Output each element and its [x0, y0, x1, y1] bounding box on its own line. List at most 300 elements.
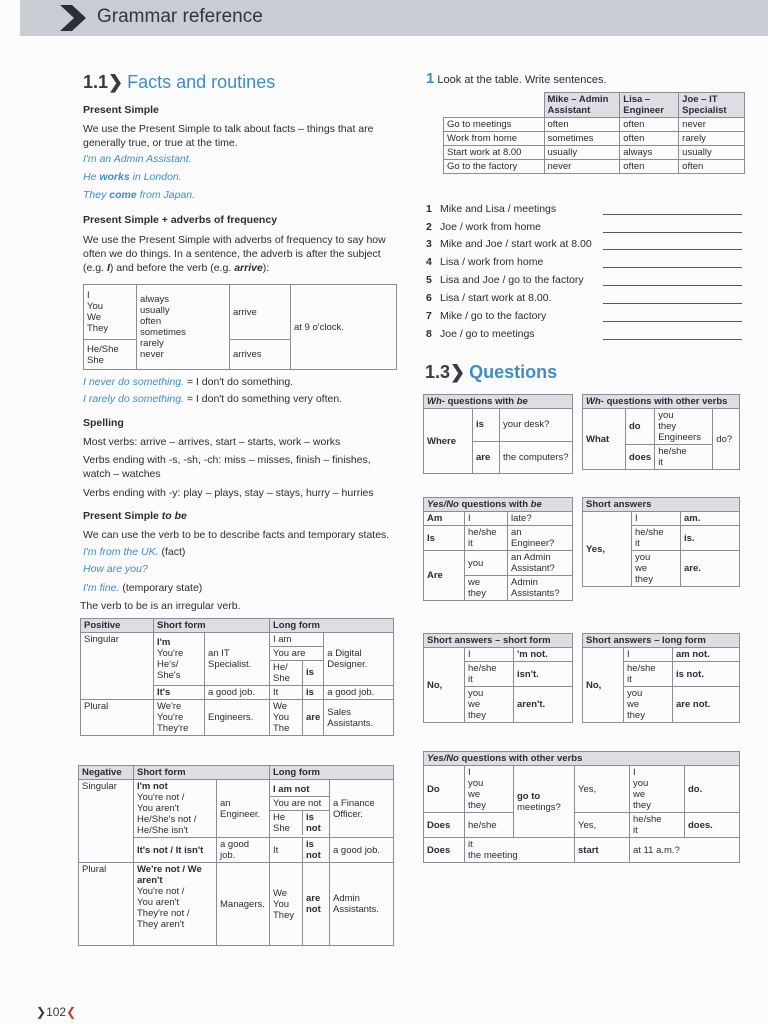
- verb-cell: is not.: [673, 662, 740, 687]
- cell-line: we: [627, 699, 640, 710]
- exercise-item: [426, 220, 541, 234]
- cell-line: is not: [306, 811, 321, 834]
- exercise-item: [426, 202, 556, 216]
- example-part: in London.: [129, 171, 182, 183]
- verb-cell: are: [473, 441, 500, 474]
- complement-cell: a good job.: [217, 838, 270, 863]
- cell-line: it: [468, 538, 473, 549]
- complement-cell: your desk?: [500, 409, 573, 442]
- table-row: [444, 118, 745, 132]
- item-number: 8: [426, 328, 432, 340]
- adverbs-text: [83, 233, 393, 275]
- long-cell: It: [270, 686, 303, 700]
- verb-cell: am.: [681, 512, 740, 526]
- table-header: [424, 498, 573, 512]
- section-title: Questions: [469, 362, 558, 382]
- exercise-item: [426, 309, 546, 323]
- frequency-cell: often: [544, 118, 620, 132]
- page-header: [0, 0, 768, 40]
- cell-line: he/she: [633, 814, 662, 825]
- present-simple-text: We use the Present Simple to talk about facts – things that are generally true, or true at the time.: [83, 123, 374, 149]
- item-prompt: Joe / work from home: [440, 221, 541, 233]
- answer-line[interactable]: [603, 321, 742, 322]
- answer-line[interactable]: [603, 214, 742, 215]
- adverb: sometimes: [140, 327, 186, 338]
- long-cell: are not: [303, 863, 330, 946]
- short-cell: [134, 863, 217, 946]
- cell-line: We: [273, 701, 288, 712]
- example-part: I'm fine.: [83, 582, 120, 594]
- text-part: We use the Present Simple with adverbs of frequency to say how often we do things. In a sentence, the adverb is after the subject (e.g.: [83, 234, 386, 274]
- yes-no-be-table: [423, 497, 573, 601]
- table-row: [444, 160, 745, 174]
- cell-line: You: [273, 712, 290, 723]
- example-part: I'm from the UK.: [83, 546, 159, 558]
- cell-line: The: [273, 723, 290, 734]
- example-part: I rarely do something.: [83, 393, 184, 405]
- subject-cell: [465, 687, 514, 723]
- cell-line: We're not / We aren't: [137, 864, 202, 886]
- cell-line: He/She's not /: [137, 814, 197, 825]
- chevron-right-icon: ❯: [36, 1005, 47, 1019]
- subject-cell: I: [465, 648, 514, 662]
- subject-cell: [84, 340, 137, 370]
- subject-cell: [632, 551, 681, 587]
- cell-line: it: [468, 674, 473, 685]
- complement-cell: a good job.: [205, 686, 270, 700]
- answer-word: No,: [583, 648, 624, 723]
- negative-table: [78, 765, 394, 946]
- section-number: 1.3: [425, 362, 451, 382]
- table-header: [583, 395, 740, 409]
- subject-cell: you: [465, 551, 508, 576]
- item-number: 6: [426, 292, 432, 304]
- subject: She: [87, 354, 104, 366]
- frequency-cell: often: [620, 160, 679, 174]
- complement-cell: [508, 551, 573, 576]
- item-number: 1: [426, 203, 432, 215]
- exercise-item: [426, 237, 592, 251]
- cell-line: You're not /: [137, 886, 185, 897]
- answer-word: No,: [424, 648, 465, 723]
- exercise-table: [443, 92, 745, 174]
- example-verb: come: [109, 189, 137, 201]
- cell-line: he/she: [635, 527, 664, 538]
- never-example: [83, 375, 293, 389]
- cell-line: an Admin: [511, 552, 551, 563]
- verb-cell: are not.: [673, 687, 740, 723]
- cell-line: you: [633, 778, 649, 789]
- cell-line: Admin: [511, 577, 538, 588]
- item-prompt: Joe / go to meetings: [440, 328, 535, 340]
- verb-cell: are.: [681, 551, 740, 587]
- time-cell: at 9 o'clock.: [291, 285, 397, 370]
- text-part: to be: [161, 510, 187, 522]
- text-part: questions with other verbs: [458, 753, 583, 764]
- item-prompt: Mike / go to the factory: [440, 310, 547, 322]
- table-row: [444, 146, 745, 160]
- frequency-cell: sometimes: [544, 132, 620, 146]
- cell-line: I'm: [157, 637, 171, 648]
- adverb: usually: [140, 305, 170, 316]
- table-header: Joe – IT Specialist: [679, 93, 745, 118]
- frequency-cell: often: [620, 132, 679, 146]
- text-part: arrive: [234, 262, 263, 274]
- cell-line: we: [468, 789, 481, 800]
- table-header: Short answers: [583, 498, 740, 512]
- subject-cell: [84, 285, 137, 340]
- verb-cell: aren't.: [514, 687, 573, 723]
- exercise-number: 1: [426, 70, 435, 87]
- table-header: [424, 752, 740, 766]
- exercise-item: [426, 255, 543, 269]
- text-part: = I don't do something.: [183, 376, 294, 388]
- verb-cell: 'm not.: [514, 648, 573, 662]
- example-part: from Japan.: [136, 189, 196, 201]
- cell-line: he/she: [468, 527, 497, 538]
- subject: He/She: [87, 343, 119, 355]
- answer-word: Yes,: [583, 512, 632, 587]
- example-part: He: [83, 171, 100, 183]
- yes-no-other-verbs-table: [423, 751, 740, 863]
- subject-cell: [630, 766, 685, 813]
- question-word: Where: [424, 409, 473, 474]
- verb-cell: Does: [424, 838, 465, 863]
- frequency-cell: rarely: [679, 132, 745, 146]
- cell-line: I: [633, 767, 636, 778]
- example-verb: works: [99, 171, 130, 183]
- cell-line: Assistants?: [511, 588, 560, 599]
- table-header: Short answers – short form: [424, 634, 573, 648]
- answer-line[interactable]: [603, 232, 742, 233]
- cell-line: I am: [270, 633, 323, 647]
- cell-line: I'm not: [137, 781, 168, 792]
- cell-line: he/she: [627, 663, 656, 674]
- cell-line: They aren't: [137, 919, 185, 930]
- spelling-line: Verbs ending with -s, -sh, -ch: miss – misses, finish – finishes, watch – watches: [83, 454, 371, 480]
- cell-line: I am not: [270, 783, 329, 797]
- subject-cell: [465, 838, 575, 863]
- example-line: I'm an Admin Assistant.: [83, 153, 192, 165]
- cell-line: it: [633, 825, 638, 836]
- page-title: Grammar reference: [97, 6, 263, 27]
- answer-line[interactable]: [603, 339, 742, 340]
- cell-line: You aren't: [137, 897, 180, 908]
- item-number: 7: [426, 310, 432, 322]
- question-word: What: [583, 409, 626, 470]
- subject-cell: [624, 662, 673, 687]
- spelling-line: Verbs ending with -y: play – plays, stay – stays, hurry – hurries: [83, 487, 374, 499]
- table-header: Negative: [79, 766, 134, 780]
- subject-cell: [655, 409, 713, 445]
- item-prompt: Mike and Lisa / meetings: [440, 203, 557, 215]
- cell-line: the meeting: [468, 850, 518, 861]
- subject-cell: [632, 526, 681, 551]
- cell-line: Engineers: [658, 432, 701, 443]
- exercise-item: [426, 273, 584, 287]
- verb-cell: Do: [424, 766, 465, 813]
- cell-line: You are not: [270, 797, 329, 811]
- table-header: Long form: [270, 766, 394, 780]
- verb-cell: is: [473, 409, 500, 442]
- table-header: Positive: [81, 619, 154, 633]
- verb-cell: Are: [424, 551, 465, 601]
- cell-line: You're: [157, 648, 184, 659]
- subject-cell: he/she: [465, 813, 514, 838]
- item-prompt: Lisa and Joe / go to the factory: [440, 274, 584, 286]
- complement-cell: a good job.: [330, 838, 394, 863]
- text-part: ):: [262, 262, 270, 274]
- cell-line: you: [468, 688, 484, 699]
- complement-cell: [508, 526, 573, 551]
- cell-line: we: [468, 577, 481, 588]
- text-part: I: [106, 262, 110, 274]
- item-number: 2: [426, 221, 432, 233]
- answer-word: Yes,: [575, 813, 630, 838]
- text-part: be: [530, 499, 542, 510]
- cell-line: you: [635, 552, 651, 563]
- cell-line: is: [306, 667, 314, 678]
- chevron-right-icon: [58, 3, 88, 33]
- long-cell: It: [270, 838, 303, 863]
- table-header: Mike – Admin Assistant: [544, 93, 620, 118]
- cell-line: He/ She: [270, 661, 303, 685]
- verb-cell: Am: [424, 512, 465, 526]
- verb-cell: Is: [424, 526, 465, 551]
- activity-cell: Work from home: [444, 132, 545, 146]
- verb-cell: Does: [424, 813, 465, 838]
- wh-be-table: [423, 394, 573, 474]
- table-header: Lisa – Engineer: [620, 93, 679, 118]
- adverb: always: [140, 294, 170, 305]
- cell-line: it: [627, 674, 632, 685]
- subject-cell: [624, 687, 673, 723]
- cell-line: She's: [157, 670, 181, 681]
- page-number-text: 102: [46, 1005, 67, 1019]
- answer-line[interactable]: [603, 267, 742, 268]
- wh-other-table: [582, 394, 740, 470]
- complement-cell: late?: [508, 512, 573, 526]
- subject-cell: [465, 526, 508, 551]
- text-part: Wh-: [586, 396, 604, 407]
- chevron-right-icon: ❯: [108, 72, 124, 92]
- verb-cell: isn't.: [514, 662, 573, 687]
- chevron-right-icon: ❯: [450, 362, 466, 382]
- item-prompt: Mike and Joe / start work at 8.00: [440, 238, 592, 250]
- cell-line: They're: [157, 723, 189, 734]
- long-cell: [270, 780, 330, 838]
- adverb: never: [140, 349, 164, 360]
- verb-cell: do.: [685, 766, 740, 813]
- cell-line: They're not /: [137, 908, 190, 919]
- cell-line: we: [633, 789, 646, 800]
- table-header: Long form: [270, 619, 394, 633]
- subject: I: [87, 290, 90, 302]
- page-number: [36, 1005, 76, 1019]
- cell-line: You are: [270, 647, 323, 661]
- adverb: often: [140, 316, 162, 327]
- text-part: Wh-: [427, 396, 445, 407]
- complement-cell: a Finance Officer.: [330, 780, 394, 838]
- subheading-adverbs: Present Simple + adverbs of frequency: [83, 214, 278, 226]
- subject: They: [87, 323, 109, 335]
- answer-word: Yes,: [575, 766, 630, 813]
- verb-cell: arrives: [230, 340, 291, 370]
- cell-line: it: [658, 457, 663, 468]
- to-be-example: [83, 581, 202, 595]
- activity-cell: Start work at 8.00: [444, 146, 545, 160]
- short-cell: It's not / It isn't: [134, 838, 217, 863]
- subject-cell: I: [624, 648, 673, 662]
- row-label: Plural: [81, 700, 154, 736]
- answer-line[interactable]: [603, 249, 742, 250]
- example-line: [83, 171, 182, 183]
- short-answers-table: [582, 497, 740, 587]
- cell-line: go to: [517, 790, 541, 802]
- long-cell: is not: [303, 838, 330, 863]
- exercise-1-instruction: [426, 70, 607, 87]
- cell-line: you: [627, 688, 643, 699]
- short-cell: [134, 780, 217, 838]
- to-be-example: How are you?: [83, 563, 148, 575]
- cell-line: Engineer?: [511, 538, 555, 549]
- cell-line: He: [273, 811, 286, 823]
- subject-cell: [655, 445, 713, 470]
- example-part: I never do something.: [83, 376, 184, 388]
- cell-line: he/she: [658, 446, 687, 457]
- adverb-cell: [137, 285, 230, 370]
- cell-line: he/she: [468, 663, 497, 674]
- item-number: 5: [426, 274, 432, 286]
- cell-line: They: [273, 909, 295, 921]
- text-part: Present Simple: [83, 510, 162, 522]
- subject-cell: I: [465, 512, 508, 526]
- frequency-cell: never: [679, 118, 745, 132]
- short-cell: [154, 633, 205, 686]
- cell-line: I: [468, 767, 471, 778]
- verb-cell: start: [575, 838, 630, 863]
- table-header: [424, 395, 573, 409]
- section-heading-1-1: [83, 72, 275, 93]
- cell-line: we: [468, 699, 481, 710]
- complement-cell: at 11 a.m.?: [630, 838, 740, 863]
- text-part: questions with: [444, 396, 517, 407]
- subject: You: [87, 301, 104, 313]
- to-be-example: [83, 545, 185, 559]
- item-prompt: Lisa / start work at 8.00.: [440, 292, 552, 304]
- example-part: They: [83, 189, 110, 201]
- frequency-cell: usually: [679, 146, 745, 160]
- cell-line: they: [633, 800, 651, 811]
- empty-cell: [444, 93, 545, 118]
- subject-cell: [630, 813, 685, 838]
- text-part: questions with other verbs: [603, 396, 728, 407]
- text-part: Yes/No: [427, 753, 459, 764]
- subject-cell: [465, 576, 508, 601]
- verb-cell: does: [626, 445, 655, 470]
- table-header: Short form: [134, 766, 270, 780]
- complement-cell: a Digital Designer.: [324, 633, 394, 686]
- long-cell: [270, 633, 324, 686]
- cell-line: You: [273, 898, 290, 910]
- answer-line[interactable]: [603, 285, 742, 286]
- exercise-item: [426, 291, 551, 305]
- adverb: rarely: [140, 338, 164, 349]
- verb-cell: arrive: [230, 285, 291, 340]
- table-row: [444, 132, 745, 146]
- rarely-example: [83, 392, 342, 406]
- chevron-left-icon: ❮: [66, 1005, 77, 1019]
- positive-table: [80, 618, 394, 736]
- section-title: Facts and routines: [127, 72, 276, 92]
- text-part: be: [516, 396, 528, 407]
- verb-cell: do?: [713, 409, 740, 470]
- subheading-to-be: [83, 510, 187, 522]
- cell-line: you: [468, 778, 484, 789]
- long-cell: [270, 863, 303, 946]
- short-cell: It's: [154, 686, 205, 700]
- subject-cell: [465, 662, 514, 687]
- subject-cell: I: [632, 512, 681, 526]
- cell-line: You aren't: [137, 803, 180, 814]
- example-line: [83, 189, 195, 201]
- long-cell: are: [303, 700, 324, 736]
- spelling-line: Most verbs: arrive – arrives, start – starts, work – works: [83, 436, 341, 448]
- activity-cell: Go to the factory: [444, 160, 545, 174]
- table-header: Short answers – long form: [583, 634, 740, 648]
- cell-line: they: [468, 588, 486, 599]
- cell-line: an: [511, 527, 522, 538]
- subject: We: [87, 312, 102, 324]
- cell-line: it: [468, 839, 473, 850]
- cell-line: She: [273, 822, 290, 834]
- complement-cell: an Engineer.: [217, 780, 270, 838]
- exercise-instruction: Look at the table. Write sentences.: [437, 74, 607, 86]
- adverb-table: [83, 284, 397, 370]
- short-cell: [154, 700, 205, 736]
- complement-cell: Engineers.: [205, 700, 270, 736]
- complement-cell: a good job.: [324, 686, 394, 700]
- cell-line: they: [468, 710, 486, 721]
- short-answers-short-form-table: [423, 633, 573, 723]
- text-part: questions with: [458, 499, 531, 510]
- row-label: Singular: [79, 780, 134, 863]
- subject-cell: [465, 766, 514, 813]
- verb-cell: am not.: [673, 648, 740, 662]
- complement-cell: Admin Assistants.: [330, 863, 394, 946]
- cell-line: You're not /: [137, 792, 185, 803]
- item-number: 3: [426, 238, 432, 250]
- verb-cell: [514, 766, 575, 838]
- complement-cell: Sales Assistants.: [324, 700, 394, 736]
- cell-line: they: [627, 710, 645, 721]
- text-part: (fact): [158, 546, 186, 558]
- cell-line: You're: [157, 712, 184, 723]
- frequency-cell: never: [544, 160, 620, 174]
- cell-line: We're: [157, 701, 182, 712]
- text-part: (temporary state): [119, 582, 203, 594]
- cell-line: Assistant?: [511, 563, 555, 574]
- complement-cell: [508, 576, 573, 601]
- frequency-cell: often: [620, 118, 679, 132]
- text-part: Yes/No: [427, 499, 459, 510]
- answer-line[interactable]: [603, 303, 742, 304]
- to-be-text: We can use the verb to be to describe facts and temporary states.: [83, 529, 390, 541]
- frequency-cell: often: [679, 160, 745, 174]
- complement-cell: an IT Specialist.: [205, 633, 270, 686]
- cell-line: it: [635, 538, 640, 549]
- activity-cell: Go to meetings: [444, 118, 545, 132]
